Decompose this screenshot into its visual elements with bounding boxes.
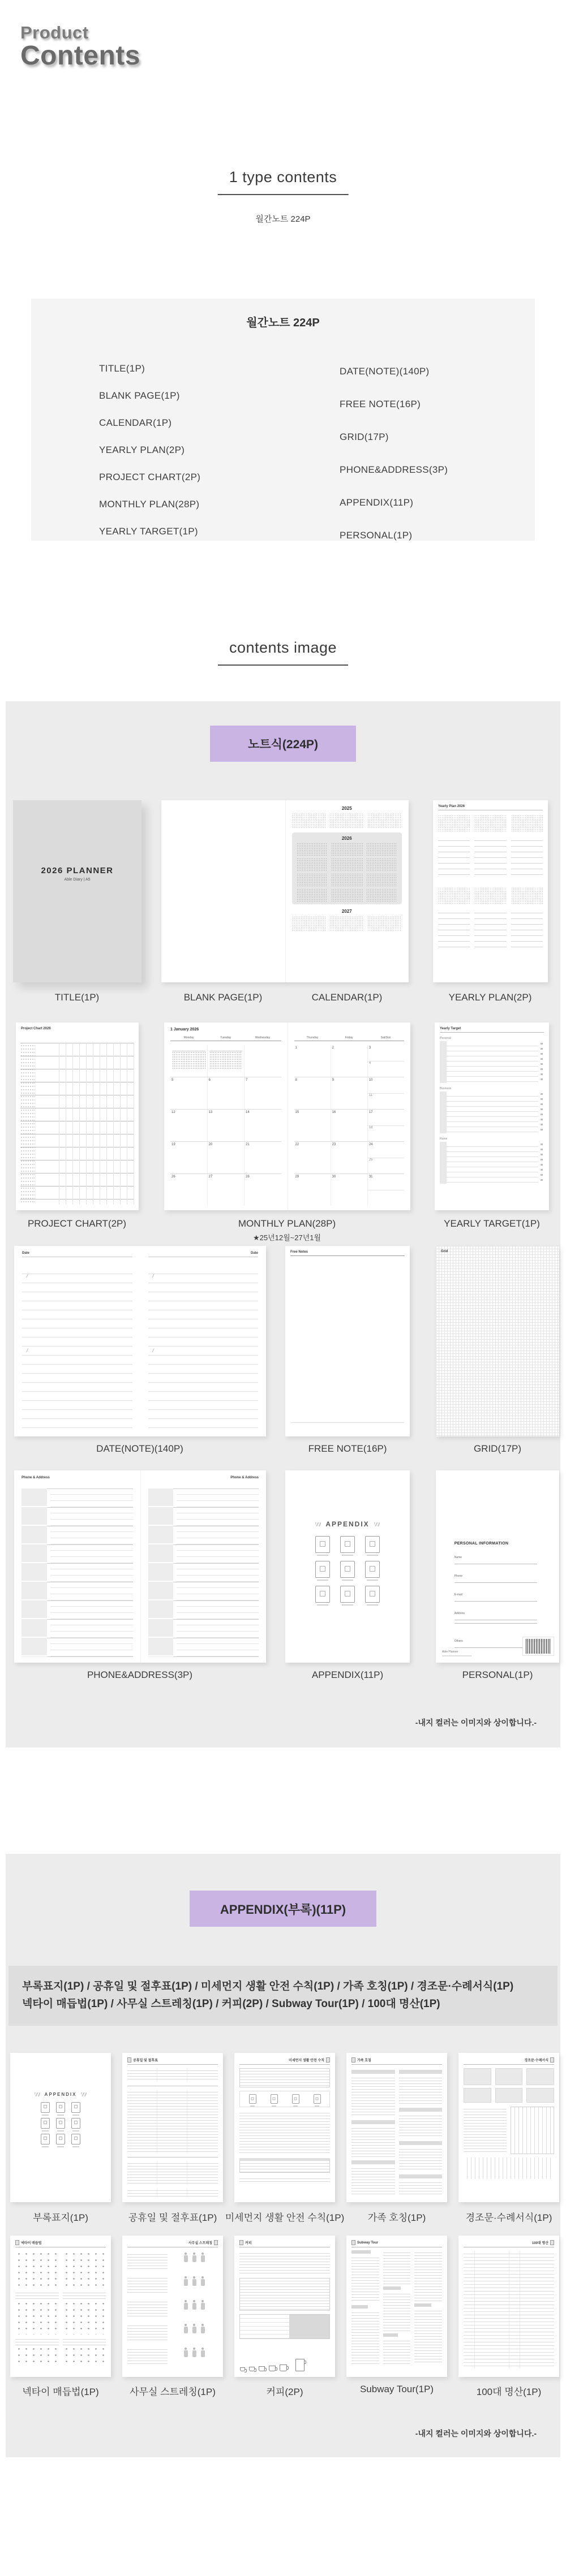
appendix-icon-necktie [340, 1561, 355, 1578]
weekday-label: Monday [183, 1036, 194, 1039]
monthly-day-cell: 30 [331, 1174, 368, 1206]
page-title-line2: Contents [20, 40, 140, 71]
personal-field-phone: Phone [454, 1574, 463, 1578]
bookmark-icon [15, 2240, 19, 2245]
monthly-day-cell [208, 1045, 245, 1077]
weekday-label: Tuesday [220, 1036, 231, 1039]
thumb-date-note-spread: Date / / Date / / [14, 1246, 266, 1436]
bookmark-icon [214, 2240, 218, 2245]
yearly-target-title: Yearly Target [440, 1027, 461, 1030]
bookmark-icon [550, 2240, 554, 2245]
thumb-project-chart [16, 1022, 139, 1210]
thumb-label: 부록표지(1P) [33, 2212, 88, 2223]
monthly-day-cell: 13 [208, 1110, 245, 1141]
thumb-label-calendar: CALENDAR(1P) [311, 992, 383, 1003]
thumb-label-title: TITLE(1P) [54, 992, 100, 1003]
thumb-necktie-knots: 넥타이 매듭법 [10, 2236, 111, 2377]
calendar-year-mid: 2026 [341, 836, 352, 841]
brand-text: Able Planner [442, 1650, 458, 1654]
weekday-label: Friday [345, 1036, 353, 1039]
thumb-label: 사무실 스트레칭(1P) [130, 2387, 216, 2397]
monthly-day-cell: 8 [294, 1077, 331, 1109]
appendix-icon-letter [315, 1561, 330, 1578]
personal-field-email: E-mail [454, 1593, 462, 1596]
appendix-list-line2: 넥타이 매듭법(1P) / 사무실 스트레칭(1P) / 커피(2P) / Subway Tour(1P) / 100대 명산(1P) [22, 1998, 440, 2010]
cover-title-text: 2026 PLANNER [41, 865, 114, 875]
thumb-holiday-table: 공휴일 및 절후표 [122, 2053, 223, 2202]
thumb-label: 미세먼지 생활 안전 수칙(1P) [225, 2212, 345, 2223]
thumb-grid [436, 1246, 559, 1436]
monthly-satsun-cell: 3 4 [368, 1045, 404, 1077]
contents-item: BLANK PAGE(1P) [99, 390, 180, 401]
thumb-label: 커피(2P) [266, 2387, 303, 2397]
contents-item: MONTHLY PLAN(28P) [99, 499, 200, 510]
personal-info-title: PERSONAL INFORMATION [454, 1541, 509, 1546]
weekday-label: Wednesday [255, 1036, 271, 1039]
coffee-cups-row [240, 2359, 329, 2371]
monthly-day-cell: 29 [294, 1174, 331, 1206]
contents-image-heading: contents image [218, 639, 348, 666]
monthly-day-cell [170, 1045, 208, 1077]
date-page-header-left: Date [22, 1252, 132, 1257]
weekday-label: Thursday [306, 1036, 319, 1039]
calendar-page [285, 800, 409, 982]
yearly-target-section-business: Business [440, 1087, 452, 1090]
thumb-office-stretching: 사무실 스트레칭 [122, 2236, 223, 2377]
thumb-label-date-note: DATE(NOTE)(140P) [96, 1443, 183, 1454]
monthly-day-cell: 19 [170, 1142, 208, 1173]
monthly-day-cell: 1 [294, 1045, 331, 1077]
thumb-yearly-plan [433, 800, 548, 982]
monthly-plan-title: 1 January 2026 [170, 1028, 199, 1032]
monthly-plan-range-note: ★25년12월~27년1월 [252, 1233, 321, 1242]
contents-item: PROJECT CHART(2P) [99, 472, 201, 482]
contents-right-column [340, 355, 448, 552]
calendar-year-bottom: 2027 [341, 909, 352, 914]
monthly-day-cell: 22 [294, 1142, 331, 1173]
yearly-target-section-home: Home [440, 1137, 448, 1141]
thumb-label-grid: GRID(17P) [473, 1443, 522, 1454]
appendix-contents-section [6, 1854, 560, 2457]
appendix-list-line1: 부록표지(1P) / 공휴일 및 절후표(1P) / 미세먼지 생활 안전 수칙(1P) / 가족 호칭(1P) / 경조문·수례서식(1P) [22, 1980, 514, 1992]
monthly-day-cell: 9 [331, 1077, 368, 1109]
thumb-yearly-target [435, 1022, 549, 1210]
thumb-label-blank: BLANK PAGE(1P) [183, 992, 263, 1003]
appendix-icon-subway [340, 1586, 355, 1603]
monthly-day-cell: 26 [170, 1174, 208, 1206]
appendix-list-box [8, 1966, 558, 2026]
date-page-header-right: Date [148, 1252, 259, 1257]
calendar-year-box [292, 832, 402, 904]
appendix-icon-coffee [315, 1586, 330, 1603]
thumb-title-cover [13, 800, 142, 982]
mini-calendar [172, 1051, 205, 1070]
thumb-fine-dust-rules: 미세먼지 생활 안전 수칙 [234, 2053, 335, 2202]
thumb-label-free-note: FREE NOTE(16P) [308, 1443, 387, 1454]
contents-item: APPENDIX(11P) [340, 497, 414, 508]
mini-calendar [209, 1051, 243, 1070]
project-chart-title: Project Chart 2026 [21, 1027, 51, 1030]
monthly-satsun-cell: 10 11 [368, 1077, 404, 1109]
thumb-subway-tour: Subway Tour [346, 2236, 447, 2377]
thumb-label: 경조문·수례서식(1P) [465, 2212, 552, 2223]
monthly-day-cell: 16 [331, 1110, 368, 1141]
page-title-line1: Product [20, 23, 89, 42]
phone-address-header-left: Phone & Address [22, 1476, 50, 1479]
monthly-day-cell: 7 [246, 1078, 248, 1082]
thumb-100-mountains: 100대 명산 [458, 2236, 559, 2377]
appendix-row2-labels [10, 2384, 559, 2398]
thumb-coffee-guide: 커피 [234, 2236, 335, 2377]
thumb-label-personal: PERSONAL(1P) [462, 1669, 533, 1680]
type-contents-item: 월간노트 224P [255, 214, 311, 224]
appendix-icon-stretch [365, 1561, 380, 1578]
barcode [522, 1637, 554, 1656]
contents-item: CALENDAR(1P) [99, 417, 172, 428]
thumb-monthly-plan [164, 1022, 410, 1210]
note-contents-section [6, 701, 560, 1747]
appendix-badge [190, 1891, 376, 1927]
monthly-day-cell: 5 [170, 1077, 208, 1109]
thumb-label-project-chart: PROJECT CHART(2P) [27, 1218, 127, 1229]
monthly-day-cell: 2 [331, 1045, 368, 1077]
yearly-plan-title: Yearly Plan 2026 [438, 805, 465, 808]
thumb-phone-address-spread [14, 1470, 266, 1663]
monthly-satsun-cell: 17 18 [368, 1110, 404, 1141]
thumb-family-titles: 가족 호칭 [346, 2053, 447, 2202]
thumb-label: 넥타이 매듭법(1P) [22, 2387, 99, 2397]
contents-item: TITLE(1P) [99, 363, 145, 374]
appendix-cover-title: APPENDIX [325, 1520, 370, 1529]
thumb-label: Subway Tour(1P) [359, 2384, 434, 2394]
monthly-day-cell [245, 1045, 281, 1077]
appendix-badge-label: APPENDIX(부록)(11P) [220, 1902, 346, 1917]
contents-box-title: 월간노트 224P [246, 317, 320, 329]
monthly-satsun-cell: 31 [368, 1174, 404, 1206]
bookmark-icon [127, 2057, 131, 2062]
monthly-day-cell: 6 [208, 1077, 245, 1109]
bookmark-icon [550, 2057, 554, 2062]
note-type-badge [210, 726, 356, 762]
bookmark-icon [326, 2057, 330, 2062]
appendix-icon-mask [340, 1536, 355, 1553]
contents-item: DATE(NOTE)(140P) [340, 366, 430, 377]
thumb-label-yearly-plan: YEARLY PLAN(2P) [448, 992, 532, 1003]
personal-field-others: Others [454, 1639, 463, 1643]
grid-page-header: Grid [441, 1250, 448, 1253]
thumb-free-note [285, 1246, 410, 1436]
calendar-year-top: 2025 [341, 806, 352, 811]
contents-item: YEARLY TARGET(1P) [99, 526, 198, 537]
thumb-label-yearly-target: YEARLY TARGET(1P) [444, 1218, 540, 1229]
contents-item: FREE NOTE(16P) [340, 399, 421, 409]
thumb-label-monthly-plan: MONTHLY PLAN(28P) [238, 1218, 336, 1229]
contents-item: PHONE&ADDRESS(3P) [340, 464, 448, 475]
thumb-label-appendix: APPENDIX(11P) [311, 1669, 384, 1680]
monthly-satsun-cell: 24 25 [368, 1142, 404, 1173]
bookmark-icon [351, 2240, 355, 2245]
cover-subtitle-text: Able Diary | A5 [64, 877, 91, 882]
contents-item: PERSONAL(1P) [340, 530, 413, 541]
thumb-label: 공휴일 및 절후표(1P) [128, 2212, 217, 2223]
thumb-appendix-title-page: APPENDIX [10, 2053, 111, 2202]
monthly-day-cell: 23 [331, 1142, 368, 1173]
monthly-day-cell: 12 [170, 1110, 208, 1141]
monthly-day-cell: 15 [294, 1110, 331, 1141]
appendix-icon-calendar [315, 1536, 330, 1553]
thumb-label: 100대 명산(1P) [476, 2387, 542, 2397]
appendix-row1-labels [10, 2210, 559, 2224]
contents-left-column [99, 355, 200, 545]
monthly-day-cell: 14 [246, 1111, 250, 1114]
appendix-icon-mountain [365, 1586, 380, 1603]
personal-field-address: Address [454, 1611, 465, 1615]
monthly-day-cell: 21 [246, 1143, 250, 1146]
thumb-blank-calendar-spread [161, 800, 409, 982]
page-title [20, 24, 140, 70]
paper-color-note-2: -내지 컬러는 이미지와 상이합니다.- [415, 2429, 537, 2438]
monthly-day-cell: 20 [208, 1142, 245, 1173]
thumb-personal [436, 1470, 559, 1663]
yearly-target-section-personal: Personal [440, 1037, 451, 1040]
contents-item: GRID(17P) [340, 432, 389, 442]
thumb-formal-letter-forms: 경조문·수례서식 [458, 2053, 559, 2202]
personal-field-name: Name [454, 1555, 462, 1559]
monthly-day-cell: 28 [246, 1175, 250, 1179]
type-contents-heading: 1 type contents [218, 169, 349, 195]
free-note-header: Free Notes [290, 1250, 308, 1254]
contents-item: YEARLY PLAN(2P) [99, 445, 185, 455]
weekday-label: Sat/Sun [380, 1036, 391, 1039]
phone-address-header-right: Phone & Address [230, 1476, 259, 1479]
appendix-icon-family [365, 1536, 380, 1553]
thumb-appendix-cover [285, 1470, 410, 1663]
contents-list-box [31, 299, 535, 541]
bookmark-icon [351, 2057, 355, 2062]
monthly-day-cell: 27 [208, 1174, 245, 1206]
thumb-label: 가족 호칭(1P) [367, 2212, 426, 2223]
bookmark-icon [239, 2240, 243, 2245]
paper-color-note: -내지 컬러는 이미지와 상이합니다.- [415, 1718, 537, 1727]
note-type-badge-label: 노트식(224P) [248, 738, 318, 751]
thumb-label-phone-address: PHONE&ADDRESS(3P) [87, 1669, 193, 1680]
